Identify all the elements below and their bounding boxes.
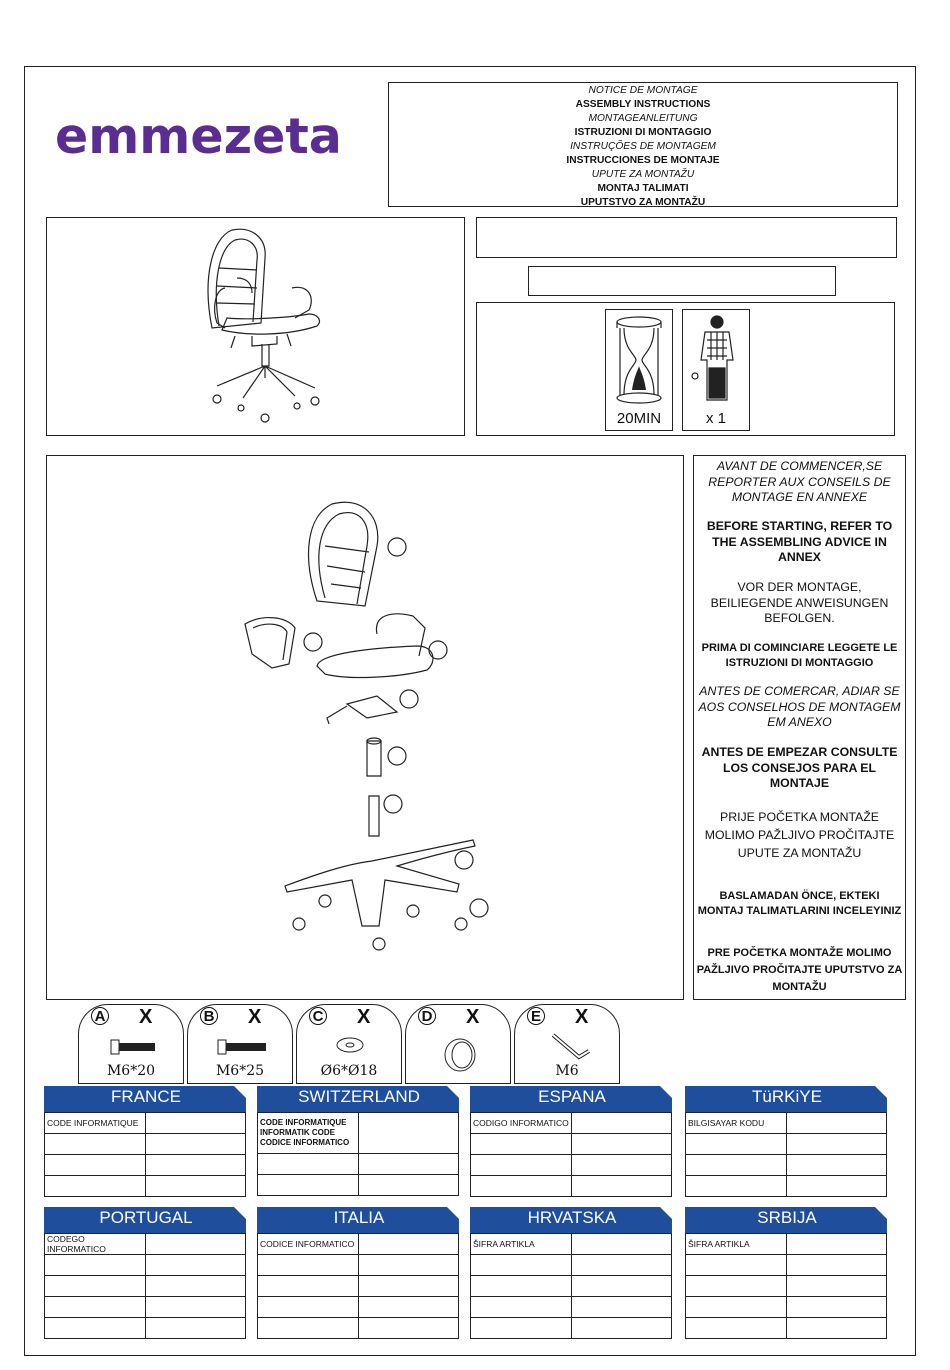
hardware-item [187,1004,293,1084]
advice-hr: PRIJE POČETKA MONTAŽE MOLIMO PAŽLJIVO PROČITAJTE UPUTE ZA MONTAŽU [704,810,895,860]
cap-icon [440,1035,480,1075]
hardware-qty: X [139,1006,153,1028]
code-label: ŠIFRA ARTIKLA [686,1234,787,1255]
title-it: ISTRUZIONI DI MONTAGGIO [574,127,712,138]
allen-key-icon [549,1031,599,1067]
code-label: CODE INFORMATIQUE INFORMATIK CODE CODICE INFORMATICO [258,1113,359,1154]
advice-pt: ANTES DE COMERCAR, ADIAR SE AOS CONSELHOS DE MONTAGEM EM ANEXO [698,684,901,729]
title-es: INSTRUCCIONES DE MONTAJE [566,155,720,166]
country-name: ITALIA [333,1208,385,1227]
code-table [685,1233,887,1339]
advice-es: ANTES DE EMPEZAR CONSULTE LOS CONSEJOS PARA EL MONTAJE [701,745,898,790]
bolt-icon [216,1037,268,1057]
office-chair-illustration [47,218,464,435]
code-table [44,1112,246,1197]
hardware-item [405,1004,511,1084]
product-code-field [528,266,836,296]
code-label: CODICE INFORMATICO [258,1234,359,1255]
code-label: CODE INFORMATIQUE [45,1113,146,1134]
product-preview [46,217,465,436]
code-table [685,1112,887,1197]
hardware-item [514,1004,620,1084]
country-name: HRVATSKA [527,1208,617,1227]
title-en: ASSEMBLY INSTRUCTIONS [575,99,711,110]
hardware-qty: X [575,1006,589,1028]
hardware-qty: X [248,1006,262,1028]
code-table [470,1112,672,1197]
info-panel [476,302,895,436]
person-icon [683,310,749,410]
time-label: 20MIN [616,410,662,427]
code-table [257,1233,459,1339]
code-table [44,1233,246,1339]
hardware-letter: D [418,1007,436,1025]
persons-label: x 1 [705,410,726,427]
hardware-size: M6 [555,1063,579,1079]
code-table [470,1233,672,1339]
bolt-icon [109,1037,159,1057]
hardware-size: Ø6*Ø18 [320,1063,378,1079]
code-table [257,1112,459,1196]
exploded-view [46,455,684,1000]
hourglass-icon [606,310,672,410]
brand-logo: emmezeta [55,108,342,165]
hardware-letter: E [527,1007,545,1025]
title-hr: UPUTE ZA MONTAŽU [591,169,695,180]
advice-de: VOR DER MONTAGE, BEILIEGENDE ANWEISUNGEN BEFOLGEN. [710,580,889,625]
assembly-titles [388,82,898,207]
advice-rs: PRE POČETKA MONTAŽE MOLIMO PAŽLJIVO PROČITAJTE UPUTSTVO ZA MONTAŽU [696,947,903,993]
hardware-item [78,1004,184,1084]
hardware-item [296,1004,402,1084]
title-rs: UPUTSTVO ZA MONTAŽU [580,197,706,208]
washer-icon [335,1035,365,1055]
hardware-letter: A [91,1007,109,1025]
title-pt: INSTRUÇÕES DE MONTAGEM [570,141,716,152]
title-tr: MONTAJ TALIMATI [597,183,689,194]
title-fr: NOTICE DE MONTAGE [588,85,698,96]
code-label: BILGISAYAR KODU [686,1113,787,1134]
advice-fr: AVANT DE COMMENCER,SE REPORTER AUX CONSEILS DE MONTAGE EN ANNEXE [708,459,891,504]
assembly-advice [693,455,906,1000]
code-label: CODEGO INFORMATICO [45,1234,146,1255]
assembly-time [605,309,673,431]
country-name: SWITZERLAND [298,1087,420,1106]
country-name: FRANCE [111,1087,181,1106]
country-name: PORTUGAL [99,1208,193,1227]
hardware-size: M6*20 [106,1063,156,1079]
hardware-qty: X [357,1006,371,1028]
hardware-size: M6*25 [215,1063,265,1079]
country-name: TüRKiYE [752,1087,822,1106]
code-label: CODIGO INFORMATICO [471,1113,572,1134]
code-label: ŠIFRA ARTIKLA [471,1234,572,1255]
hardware-letter: B [200,1007,218,1025]
title-de: MONTAGEANLEITUNG [588,113,698,124]
hardware-qty: X [466,1006,480,1028]
persons-required [682,309,750,431]
advice-tr: BASLAMADAN ÖNCE, EKTEKI MONTAJ TALIMATLARINI INCELEYINIZ [697,890,902,917]
hardware-letter: C [309,1007,327,1025]
product-name-field [476,217,897,258]
advice-en: BEFORE STARTING, REFER TO THE ASSEMBLING ADVICE IN ANNEX [706,519,893,564]
advice-it: PRIMA DI COMINCIARE LEGGETE LE ISTRUZIONI DI MONTAGGIO [701,642,898,669]
country-name: ESPANA [538,1087,606,1106]
country-name: SRBIJA [757,1208,817,1227]
exploded-chair-diagram [47,456,683,999]
